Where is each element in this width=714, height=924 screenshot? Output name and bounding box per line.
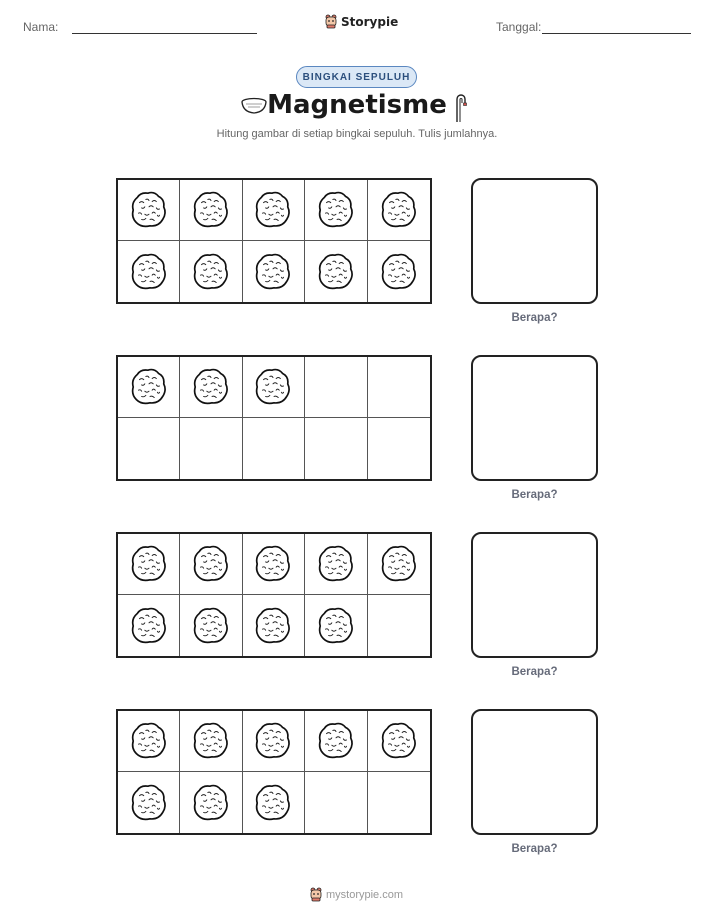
iron-ore-rock-icon xyxy=(191,721,231,761)
ten-frame-cell xyxy=(305,772,367,833)
ten-frame-cell xyxy=(118,711,180,772)
ten-frame-cell xyxy=(243,180,305,241)
ten-frame-cell xyxy=(368,711,430,772)
ten-frame-cell xyxy=(243,772,305,833)
ten-frame-cell xyxy=(180,241,242,302)
ten-frame-cell xyxy=(180,595,242,656)
ten-frame-cell xyxy=(368,595,430,656)
iron-ore-rock-icon xyxy=(253,606,293,646)
iron-ore-rock-icon xyxy=(129,367,169,407)
ten-frame-cell xyxy=(368,241,430,302)
ten-frame-cell xyxy=(368,772,430,833)
answer-box-1[interactable] xyxy=(471,178,598,304)
ten-frame-cell xyxy=(305,595,367,656)
iron-ore-rock-icon xyxy=(316,721,356,761)
ten-frame-cell xyxy=(180,711,242,772)
ten-frame-cell xyxy=(118,241,180,302)
answer-box-2[interactable] xyxy=(471,355,598,481)
ten-frame-cell xyxy=(243,595,305,656)
ten-frame-cell xyxy=(368,534,430,595)
iron-ore-rock-icon xyxy=(379,721,419,761)
iron-ore-rock-icon xyxy=(129,252,169,292)
ten-frame-cell xyxy=(118,418,180,479)
ten-frame-cell xyxy=(368,418,430,479)
answer-label-1: Berapa? xyxy=(511,312,558,324)
iron-ore-rock-icon xyxy=(316,606,356,646)
name-field[interactable] xyxy=(72,33,257,34)
date-label: Tanggal: xyxy=(496,20,542,34)
iron-ore-rock-icon xyxy=(316,252,356,292)
ten-frame-cell xyxy=(305,241,367,302)
ten-frame-4 xyxy=(116,709,432,835)
ten-frame-cell xyxy=(243,241,305,302)
iron-ore-rock-icon xyxy=(253,367,293,407)
iron-ore-rock-icon xyxy=(191,367,231,407)
ten-frame-3 xyxy=(116,532,432,658)
iron-ore-rock-icon xyxy=(129,544,169,584)
iron-ore-rock-icon xyxy=(316,544,356,584)
ten-frame-cell xyxy=(243,711,305,772)
ten-frame-cell xyxy=(305,534,367,595)
ten-frame-cell xyxy=(305,357,367,418)
ten-frame-cell xyxy=(118,180,180,241)
answer-box-4[interactable] xyxy=(471,709,598,835)
ten-frame-1 xyxy=(116,178,432,304)
iron-ore-rock-icon xyxy=(191,783,231,823)
ten-frame-cell xyxy=(118,595,180,656)
ten-frame-cell xyxy=(243,357,305,418)
ten-frame-2 xyxy=(116,355,432,481)
ten-frame-cell xyxy=(305,180,367,241)
ten-frame-cell xyxy=(243,534,305,595)
iron-ore-rock-icon xyxy=(191,606,231,646)
ten-frame-cell xyxy=(118,534,180,595)
iron-ore-rock-icon xyxy=(316,190,356,230)
answer-label-3: Berapa? xyxy=(511,666,558,678)
iron-ore-rock-icon xyxy=(129,783,169,823)
iron-ore-rock-icon xyxy=(129,190,169,230)
page-title: Magnetisme xyxy=(267,90,447,120)
ten-frame-cell xyxy=(118,357,180,418)
iron-ore-rock-icon xyxy=(379,190,419,230)
ten-frame-cell xyxy=(180,357,242,418)
iron-ore-rock-icon xyxy=(191,190,231,230)
iron-ore-rock-icon xyxy=(129,606,169,646)
iron-ore-rock-icon xyxy=(191,544,231,584)
iron-ore-rock-icon xyxy=(253,190,293,230)
date-field[interactable] xyxy=(542,33,691,34)
ten-frame-cell xyxy=(180,180,242,241)
iron-ore-rock-icon xyxy=(253,783,293,823)
ten-frame-cell xyxy=(243,418,305,479)
ten-frame-cell xyxy=(180,534,242,595)
name-label: Nama: xyxy=(23,20,59,34)
iron-ore-rock-icon xyxy=(191,252,231,292)
ten-frame-cell xyxy=(180,418,242,479)
iron-ore-rock-icon xyxy=(253,721,293,761)
topic-badge: BINGKAI SEPULUH xyxy=(296,66,417,88)
storypie-mascot-icon xyxy=(324,14,338,29)
answer-label-4: Berapa? xyxy=(511,843,558,855)
iron-ore-rock-icon xyxy=(253,544,293,584)
storypie-mascot-icon xyxy=(309,887,323,902)
brand-logo xyxy=(324,14,398,29)
iron-ore-rock-icon xyxy=(253,252,293,292)
ten-frame-cell xyxy=(305,711,367,772)
ten-frame-cell xyxy=(305,418,367,479)
answer-label-2: Berapa? xyxy=(511,489,558,501)
answer-box-3[interactable] xyxy=(471,532,598,658)
iron-ore-rock-icon xyxy=(379,252,419,292)
ten-frame-cell xyxy=(368,357,430,418)
footer xyxy=(309,887,403,902)
ten-frame-cell xyxy=(118,772,180,833)
horseshoe-magnet-icon xyxy=(452,90,470,124)
ten-frame-cell xyxy=(368,180,430,241)
footer-url: mystorypie.com xyxy=(326,888,404,901)
ten-frame-cell xyxy=(180,772,242,833)
instructions: Hitung gambar di setiap bingkai sepuluh. Tulis jumlahnya. xyxy=(216,128,498,140)
iron-ore-rock-icon xyxy=(129,721,169,761)
brand-name: Storypie xyxy=(341,14,399,29)
iron-ore-rock-icon xyxy=(379,544,419,584)
